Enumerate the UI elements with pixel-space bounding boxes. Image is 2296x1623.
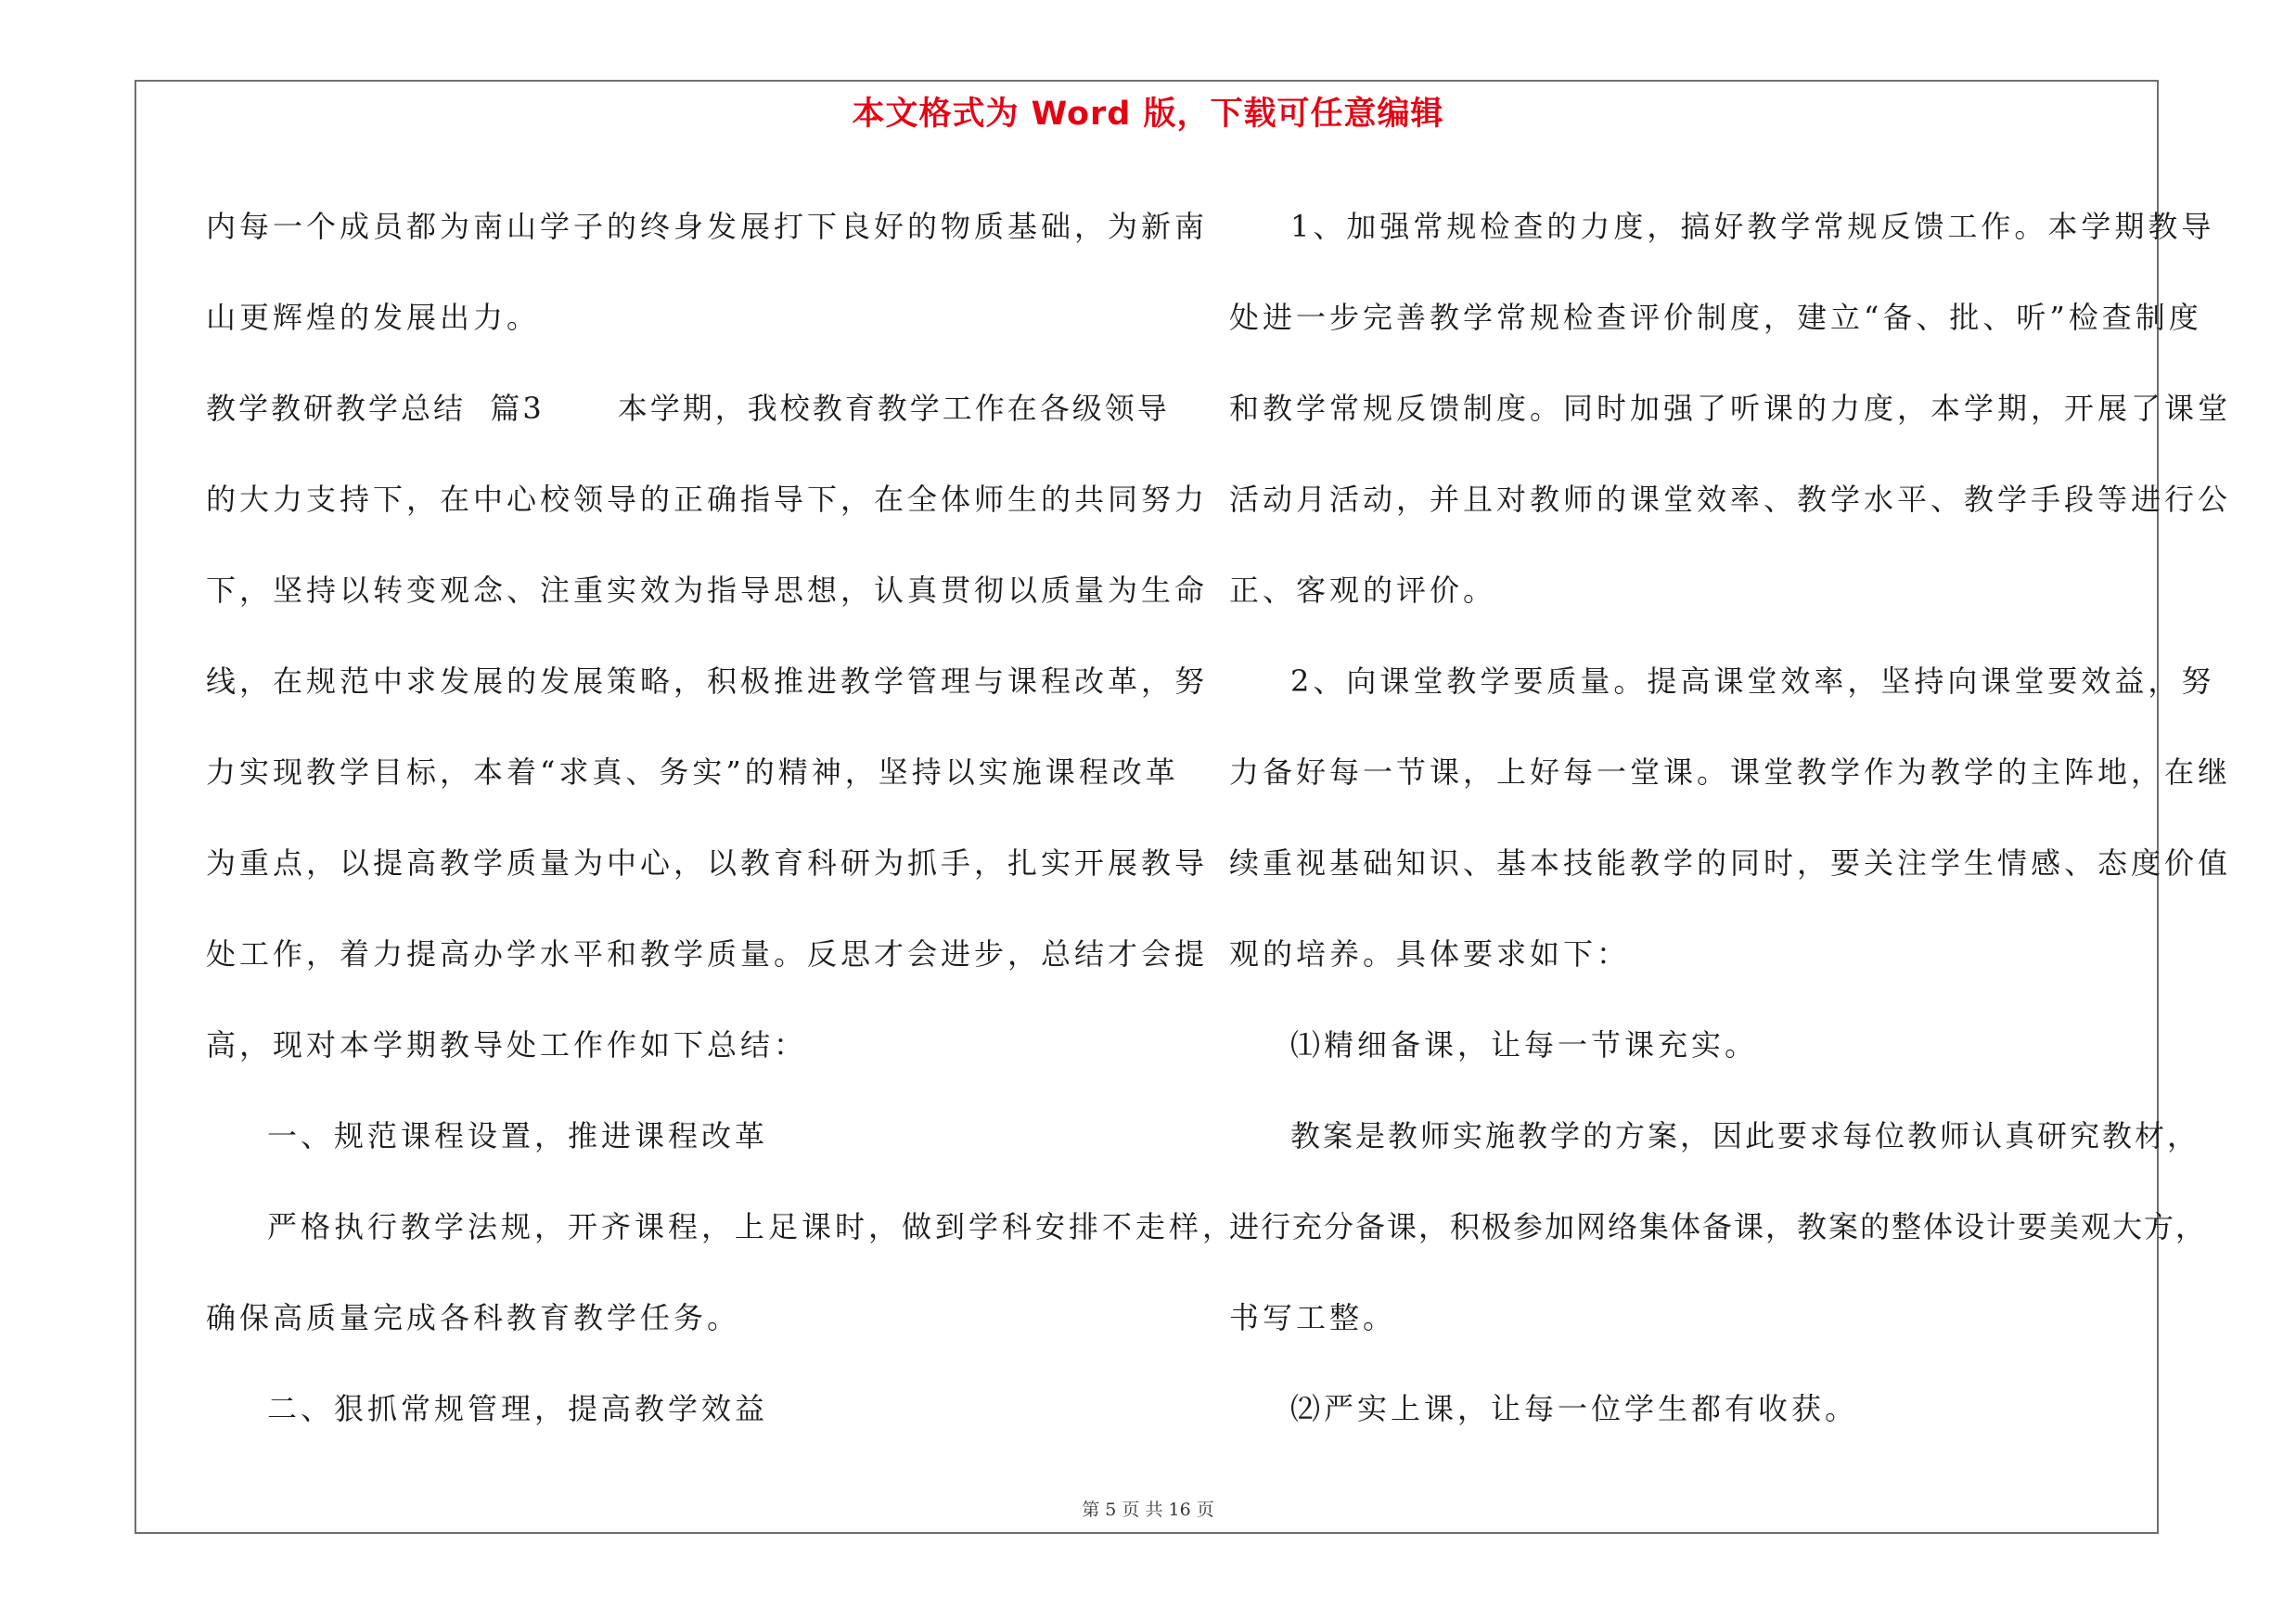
text-line: 活动月活动，并且对教师的课堂效率、教学水平、教学手段等进行公 — [1229, 482, 2232, 517]
text-line: 严格执行教学法规，开齐课程，上足课时，做到学科安排不走样， — [267, 1209, 1237, 1244]
text-line: 2、向课堂教学要质量。提高课堂效率，坚持向课堂要效益，努 — [1290, 663, 2215, 699]
section-heading-2: 二、狠抓常规管理，提高教学效益 — [267, 1391, 769, 1426]
right-text-column — [1229, 181, 2232, 1454]
text-line: 书写工整。 — [1229, 1300, 1397, 1335]
text-line: 观的培养。具体要求如下： — [1229, 936, 1631, 972]
text-line: 力实现教学目标，本着“求真、务实”的精神，坚持以实施课程改革 — [206, 754, 1179, 790]
text-line: 处进一步完善教学常规检查评价制度，建立“备、批、听”检查制度 — [1229, 300, 2202, 335]
text-line: 山更辉煌的发展出力。 — [206, 300, 541, 335]
text-line: 续重视基础知识、基本技能教学的同时，要关注学生情感、态度价值 — [1229, 845, 2232, 881]
text-line: 的大力支持下，在中心校领导的正确指导下，在全体师生的共同努力 — [206, 482, 1209, 517]
text-line: 正、客观的评价。 — [1229, 573, 1497, 608]
text-line: 处工作，着力提高办学水平和教学质量。反思才会进步，总结才会提 — [206, 936, 1209, 972]
word-format-banner: 本文格式为 Word 版，下载可任意编辑 — [852, 96, 1444, 133]
text-line: 1、加强常规检查的力度，搞好教学常规反馈工作。本学期教导 — [1290, 209, 2215, 244]
text-line: 力备好每一节课，上好每一堂课。课堂教学作为教学的主阵地，在继 — [1229, 754, 2232, 790]
text-line: 教案是教师实施教学的方案，因此要求每位教师认真研究教材， — [1290, 1118, 2200, 1153]
text-line: 确保高质量完成各科教育教学任务。 — [206, 1300, 741, 1335]
text-line: 高，现对本学期教导处工作作如下总结： — [206, 1027, 808, 1063]
left-text-column — [206, 181, 1237, 1454]
section-heading-1: 一、规范课程设置，推进课程改革 — [267, 1118, 769, 1153]
text-line: 进行充分备课，积极参加网络集体备课，教案的整体设计要美观大方， — [1229, 1209, 2208, 1244]
sub-item-2: ⑵严实上课，让每一位学生都有收获。 — [1290, 1391, 1859, 1426]
sub-item-1: ⑴精细备课，让每一节课充实。 — [1290, 1027, 1759, 1063]
text-line: 线，在规范中求发展的发展策略，积极推进教学管理与课程改革，努 — [206, 663, 1209, 699]
text-line: 为重点，以提高教学质量为中心，以教育科研为抓手，扎实开展教导 — [206, 845, 1209, 881]
text-line: 下，坚持以转变观念、注重实效为指导思想，认真贯彻以质量为生命 — [206, 573, 1209, 608]
text-line: 和教学常规反馈制度。同时加强了听课的力度，本学期，开展了课堂 — [1229, 391, 2232, 426]
text-line: 教学教研教学总结 篇3 本学期，我校教育教学工作在各级领导 — [206, 391, 1170, 426]
page-number: 第 5 页 共 16 页 — [1082, 1500, 1214, 1520]
text-line: 内每一个成员都为南山学子的终身发展打下良好的物质基础，为新南 — [206, 209, 1209, 244]
